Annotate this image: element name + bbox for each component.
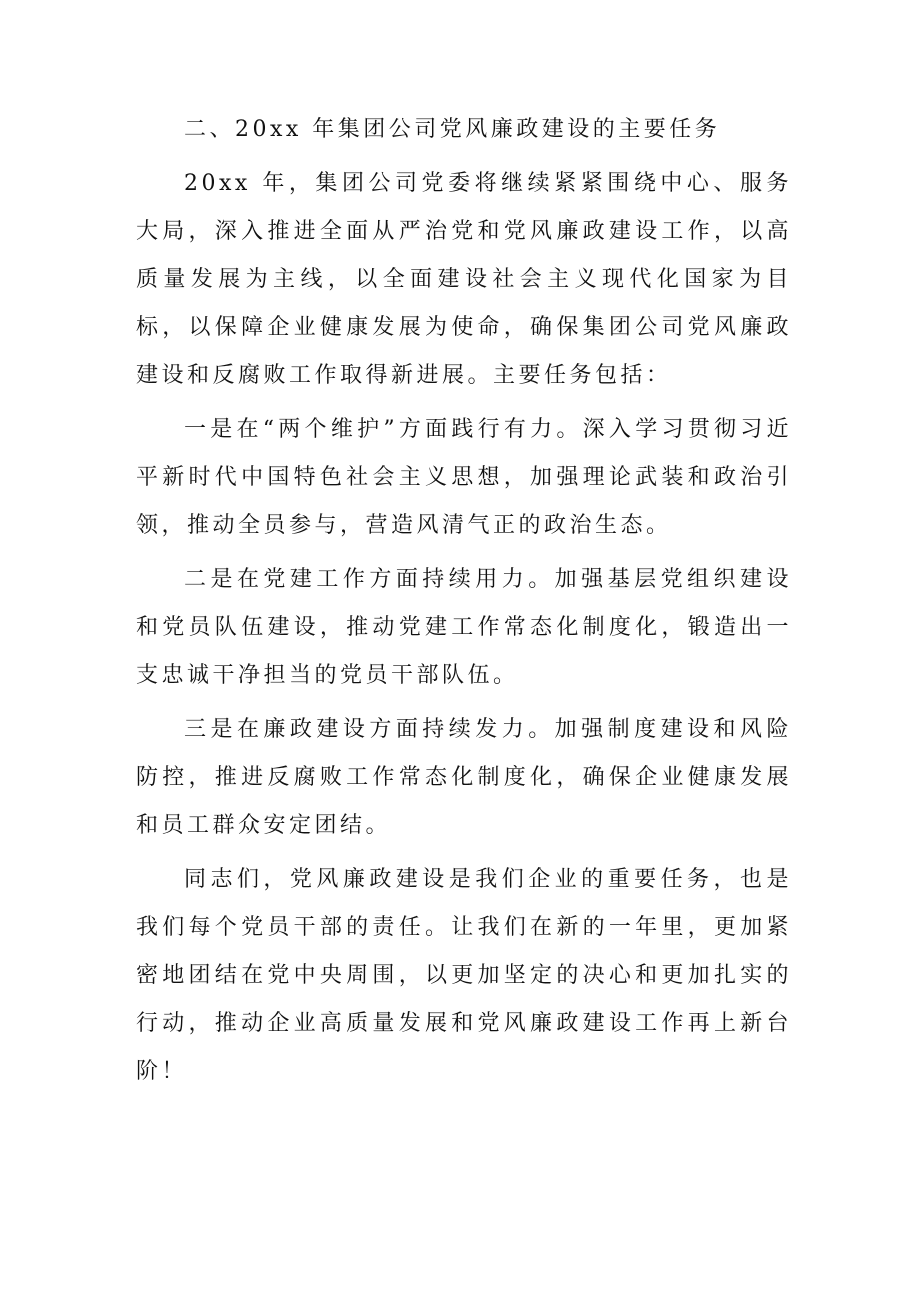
paragraph-overview: 20xx 年，集团公司党委将继续紧紧围绕中心、服务大局，深入推进全面从严治党和党风廉政建设工作，以高质量发展为主线，以全面建设社会主义现代化国家为目标，以保障企业健康发展为使命，确保集团公司党风廉政建设和反腐败工作取得新进展。主要任务包括： [136, 171, 792, 388]
section-heading: 二、20xx 年集团公司党风廉政建设的主要任务 [184, 117, 721, 142]
paragraph-task-one: 一是在“两个维护”方面践行有力。深入学习贯彻习近平新时代中国特色社会主义思想，加强理论武装和政治引领，推动全员参与，营造风清气正的政治生态。 [136, 417, 792, 538]
paragraph-task-two: 二是在党建工作方面持续用力。加强基层党组织建设和党员队伍建设，推动党建工作常态化制度化，锻造出一支忠诚干净担当的党员干部队伍。 [136, 567, 792, 688]
paragraph-closing: 同志们，党风廉政建设是我们企业的重要任务，也是我们每个党员干部的责任。让我们在新的一年里，更加紧密地团结在党中央周围，以更加坚定的决心和更加扎实的行动，推动企业高质量发展和党风廉政建设工作再上新台阶！ [136, 867, 792, 1084]
paragraph-task-three: 三是在廉政建设方面持续发力。加强制度建设和风险防控，推进反腐败工作常态化制度化，确保企业健康发展和员工群众安定团结。 [136, 717, 792, 838]
document-body [136, 106, 792, 1096]
